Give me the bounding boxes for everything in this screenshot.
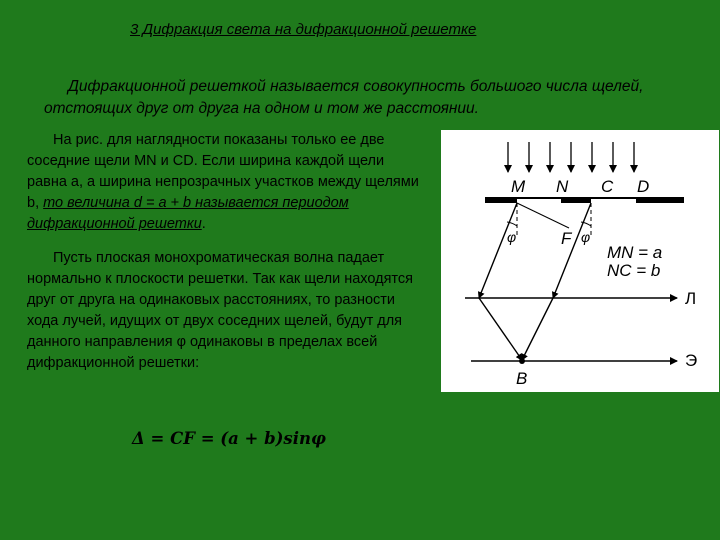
- formula: Δ = CF = (a + b)sinφ: [132, 429, 326, 448]
- definition-text: Дифракционной решеткой называется совокупность большого числа щелей, отстоящих друг от друга на одном и том же расстоянии.: [44, 78, 644, 117]
- paragraph-1-end: .: [201, 216, 206, 232]
- label-M: M: [511, 177, 526, 196]
- diffracted-rays: [479, 203, 591, 360]
- slide-title: 3 Дифракция света на дифракционной решетке: [130, 21, 477, 38]
- label-N: N: [556, 177, 569, 196]
- paragraph-1-text: На рис. для наглядности показаны только ее две соседние щели MN и CD. Если ширина каждой щели равна a, а ширина непрозрачных участков между щелями b,: [27, 132, 419, 211]
- period-definition: то величина d = a + b называется периодом дифракционной решетки: [27, 195, 349, 232]
- label-D: D: [637, 177, 650, 196]
- opaque-parts: [485, 198, 684, 203]
- relation-NC: NC = b: [607, 261, 661, 280]
- paragraph-2: Пусть плоская монохроматическая волна падает нормально к плоскости решетки. Так как щели находятся друг от друга на одинаковых расстояниях, то разности хода лучей, идущих от двух соседних щелей, будут для данного направления φ одинаковы в пределах всей дифракционной решетки:: [27, 250, 413, 371]
- screen-label: Э: [685, 351, 698, 370]
- label-F: F: [561, 229, 572, 248]
- paragraph-1: [27, 130, 422, 235]
- relation-MN: MN = a: [607, 243, 663, 262]
- diffraction-grating-figure: [441, 130, 719, 392]
- point-B: [519, 358, 525, 364]
- perpendicular-MF: [517, 203, 569, 228]
- angle-label-1: φ: [507, 229, 517, 245]
- angle-label-2: φ: [581, 229, 591, 245]
- label-B: B: [516, 369, 528, 388]
- lens-label: Л: [685, 289, 697, 308]
- label-C: C: [601, 177, 614, 196]
- incident-rays: [508, 142, 634, 172]
